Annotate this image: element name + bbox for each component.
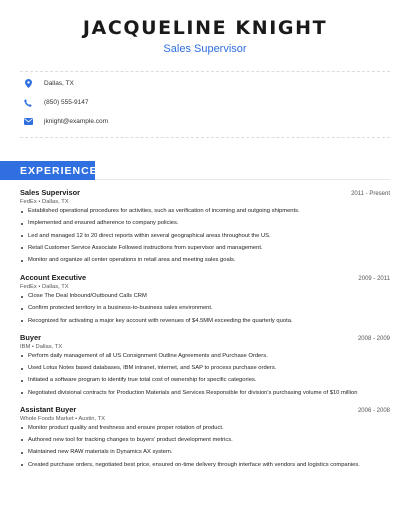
bullet-item: Led and managed 12 to 20 direct reports within several geographical areas throughout the US. — [20, 233, 390, 240]
bullet-item: Created purchase orders, negotiated best price, ensured on-time delivery through interface with vendors and logistics companies. — [20, 462, 390, 469]
job-dates: 2006 - 2008 — [357, 407, 390, 414]
contact-block — [20, 71, 390, 138]
bullet-item: Confirm protected territory in a business-to-business sales environment. — [20, 305, 390, 312]
candidate-name: JACQUELINE KNIGHT — [82, 17, 328, 39]
job-header — [20, 405, 390, 414]
job-bullets — [20, 425, 390, 469]
contact-location-text: Dallas, TX — [44, 80, 74, 87]
bullet-item: Authored new tool for tracking changes to buyers' product development metrics. — [20, 437, 390, 444]
bullet-item: Implemented and ensured adherence to company policies. — [20, 220, 390, 227]
bullet-item: Recognized for activating a major key account with revenues of $4.5MM exceeding the quarterly quota. — [20, 318, 390, 325]
bullet-item: Close The Deal Inbound/Outbound Calls CRM — [20, 293, 390, 300]
job-entry — [20, 405, 390, 469]
experience-list — [20, 188, 390, 474]
bullet-item: Used Lotus Notes based databases, IBM intranet, internet, and SAP to process purchase orders. — [20, 365, 390, 372]
bullet-item: Negotiated divisional contracts for Production Materials and Services Responsible for division's purchasing volume of $10 million — [20, 390, 390, 397]
contact-phone-text: (850) 555-9147 — [44, 99, 89, 106]
contact-phone — [20, 93, 390, 112]
job-title: Buyer — [20, 332, 41, 342]
section-heading-experience: EXPERIENCE — [0, 161, 95, 180]
job-header — [20, 333, 390, 342]
job-header — [20, 188, 390, 197]
job-title: Sales Supervisor — [20, 188, 80, 197]
job-dates: 2009 - 2011 — [358, 276, 390, 283]
contact-location — [20, 74, 390, 93]
bullet-item: Retail Customer Service Associate Followed instructions from supervisor and management. — [20, 245, 390, 252]
job-bullets — [20, 353, 390, 397]
job-dates: 2011 - Present — [351, 191, 390, 197]
job-company: FedEx • Dallas, TX — [20, 284, 69, 291]
job-bullets — [20, 293, 390, 325]
job-company: IBM • Dallas, TX — [20, 343, 63, 350]
contact-email-text: jknight@example.com — [44, 118, 109, 125]
section-divider — [95, 179, 390, 180]
job-entry — [20, 273, 390, 325]
job-title: Assistant Buyer — [20, 404, 77, 414]
bullet-item: Established operational procedures for activities, such as verification of incoming and outgoing shipments. — [20, 208, 390, 215]
resume-header — [0, 0, 410, 55]
bullet-item: Monitor and organize all center operations in retail area and meeting sales goals. — [20, 257, 390, 264]
job-entry — [20, 333, 390, 397]
job-dates: 2008 - 2009 — [357, 335, 390, 342]
bullet-item: Maintained new RAW materials in Dynamics AX system. — [20, 449, 390, 456]
mail-icon — [23, 117, 33, 127]
candidate-title: Sales Supervisor — [163, 43, 247, 55]
bullet-item: Initiated a software program to identify true total cost of ownership for specific categories. — [20, 377, 390, 384]
location-pin-icon — [23, 79, 33, 89]
bullet-item: Perform daily management of all US Consignment Outline Agreements and Purchase Orders. — [20, 353, 390, 360]
job-company: Whole Foods Market • Austin, TX — [20, 415, 106, 422]
job-title: Account Executive — [20, 273, 87, 283]
phone-icon — [23, 98, 33, 108]
job-header — [20, 273, 390, 282]
job-company: FedEx • Dallas, TX — [20, 199, 69, 205]
job-entry — [20, 188, 390, 264]
bullet-item: Monitor product quality and freshness and ensure proper rotation of product. — [20, 425, 390, 432]
contact-email — [20, 112, 390, 131]
job-bullets — [20, 208, 390, 264]
